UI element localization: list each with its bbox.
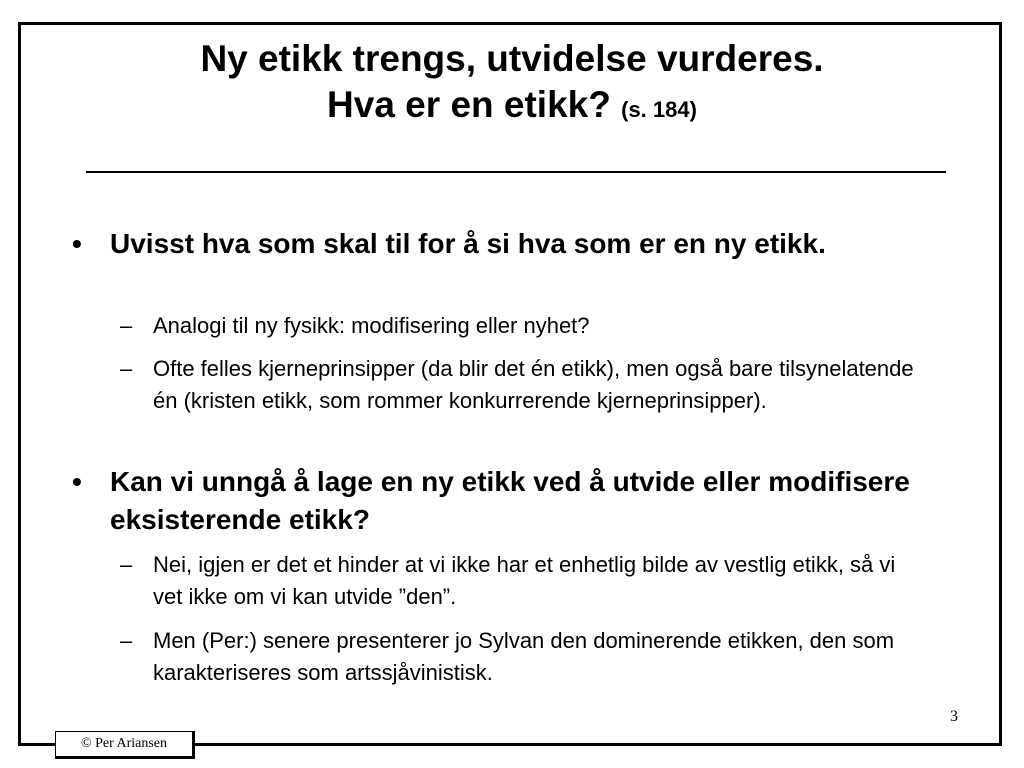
title-question: Hva er en etikk? [327,84,611,125]
title-line-1: Ny etikk trengs, utvidelse vurderes. [200,38,824,79]
dash-marker: – [120,552,133,577]
sub-bullet-1-1-text: Analogi til ny fysikk: modifisering eller nyhet? [153,313,590,338]
bullet-1-text: Uvisst hva som skal til for å si hva som er en ny etikk. [110,228,826,259]
title-divider [86,171,946,173]
sub-bullet-1-2-text: Ofte felles kjerneprinsipper (da blir det én etikk), men også bare tilsynelatende én (kristen etikk, som rommer konkurrerende kjerneprinsipper). [153,356,914,413]
copyright-footer: © Per Ariansen [55,731,195,759]
bullet-1 [72,225,930,263]
slide-title [0,36,1024,133]
title-line-2 [0,82,1024,133]
dash-marker: – [120,628,133,653]
sub-bullet-1-2 [120,353,923,417]
sub-bullet-2-2-text: Men (Per:) senere presenterer jo Sylvan den dominerende etikken, den som karakteriseres som artssjåvinistisk. [153,628,895,685]
bullet-2 [72,463,930,539]
page-number: 3 [950,708,958,725]
dash-marker: – [120,356,133,381]
sub-bullet-2-1-text: Nei, igjen er det et hinder at vi ikke har et enhetlig bilde av vestlig etikk, så vi vet ikke om vi kan utvide ”den”. [153,552,896,609]
bullet-marker: • [72,466,82,497]
bullet-marker: • [72,228,82,259]
dash-marker: – [120,313,133,338]
page-reference: (s. 184) [621,97,697,122]
bullet-2-text: Kan vi unngå å lage en ny etikk ved å utvide eller modifisere eksisterende etikk? [110,466,910,535]
sub-bullet-2-2 [120,625,923,689]
sub-bullet-2-1 [120,549,923,613]
sub-bullet-1-1 [120,310,923,342]
